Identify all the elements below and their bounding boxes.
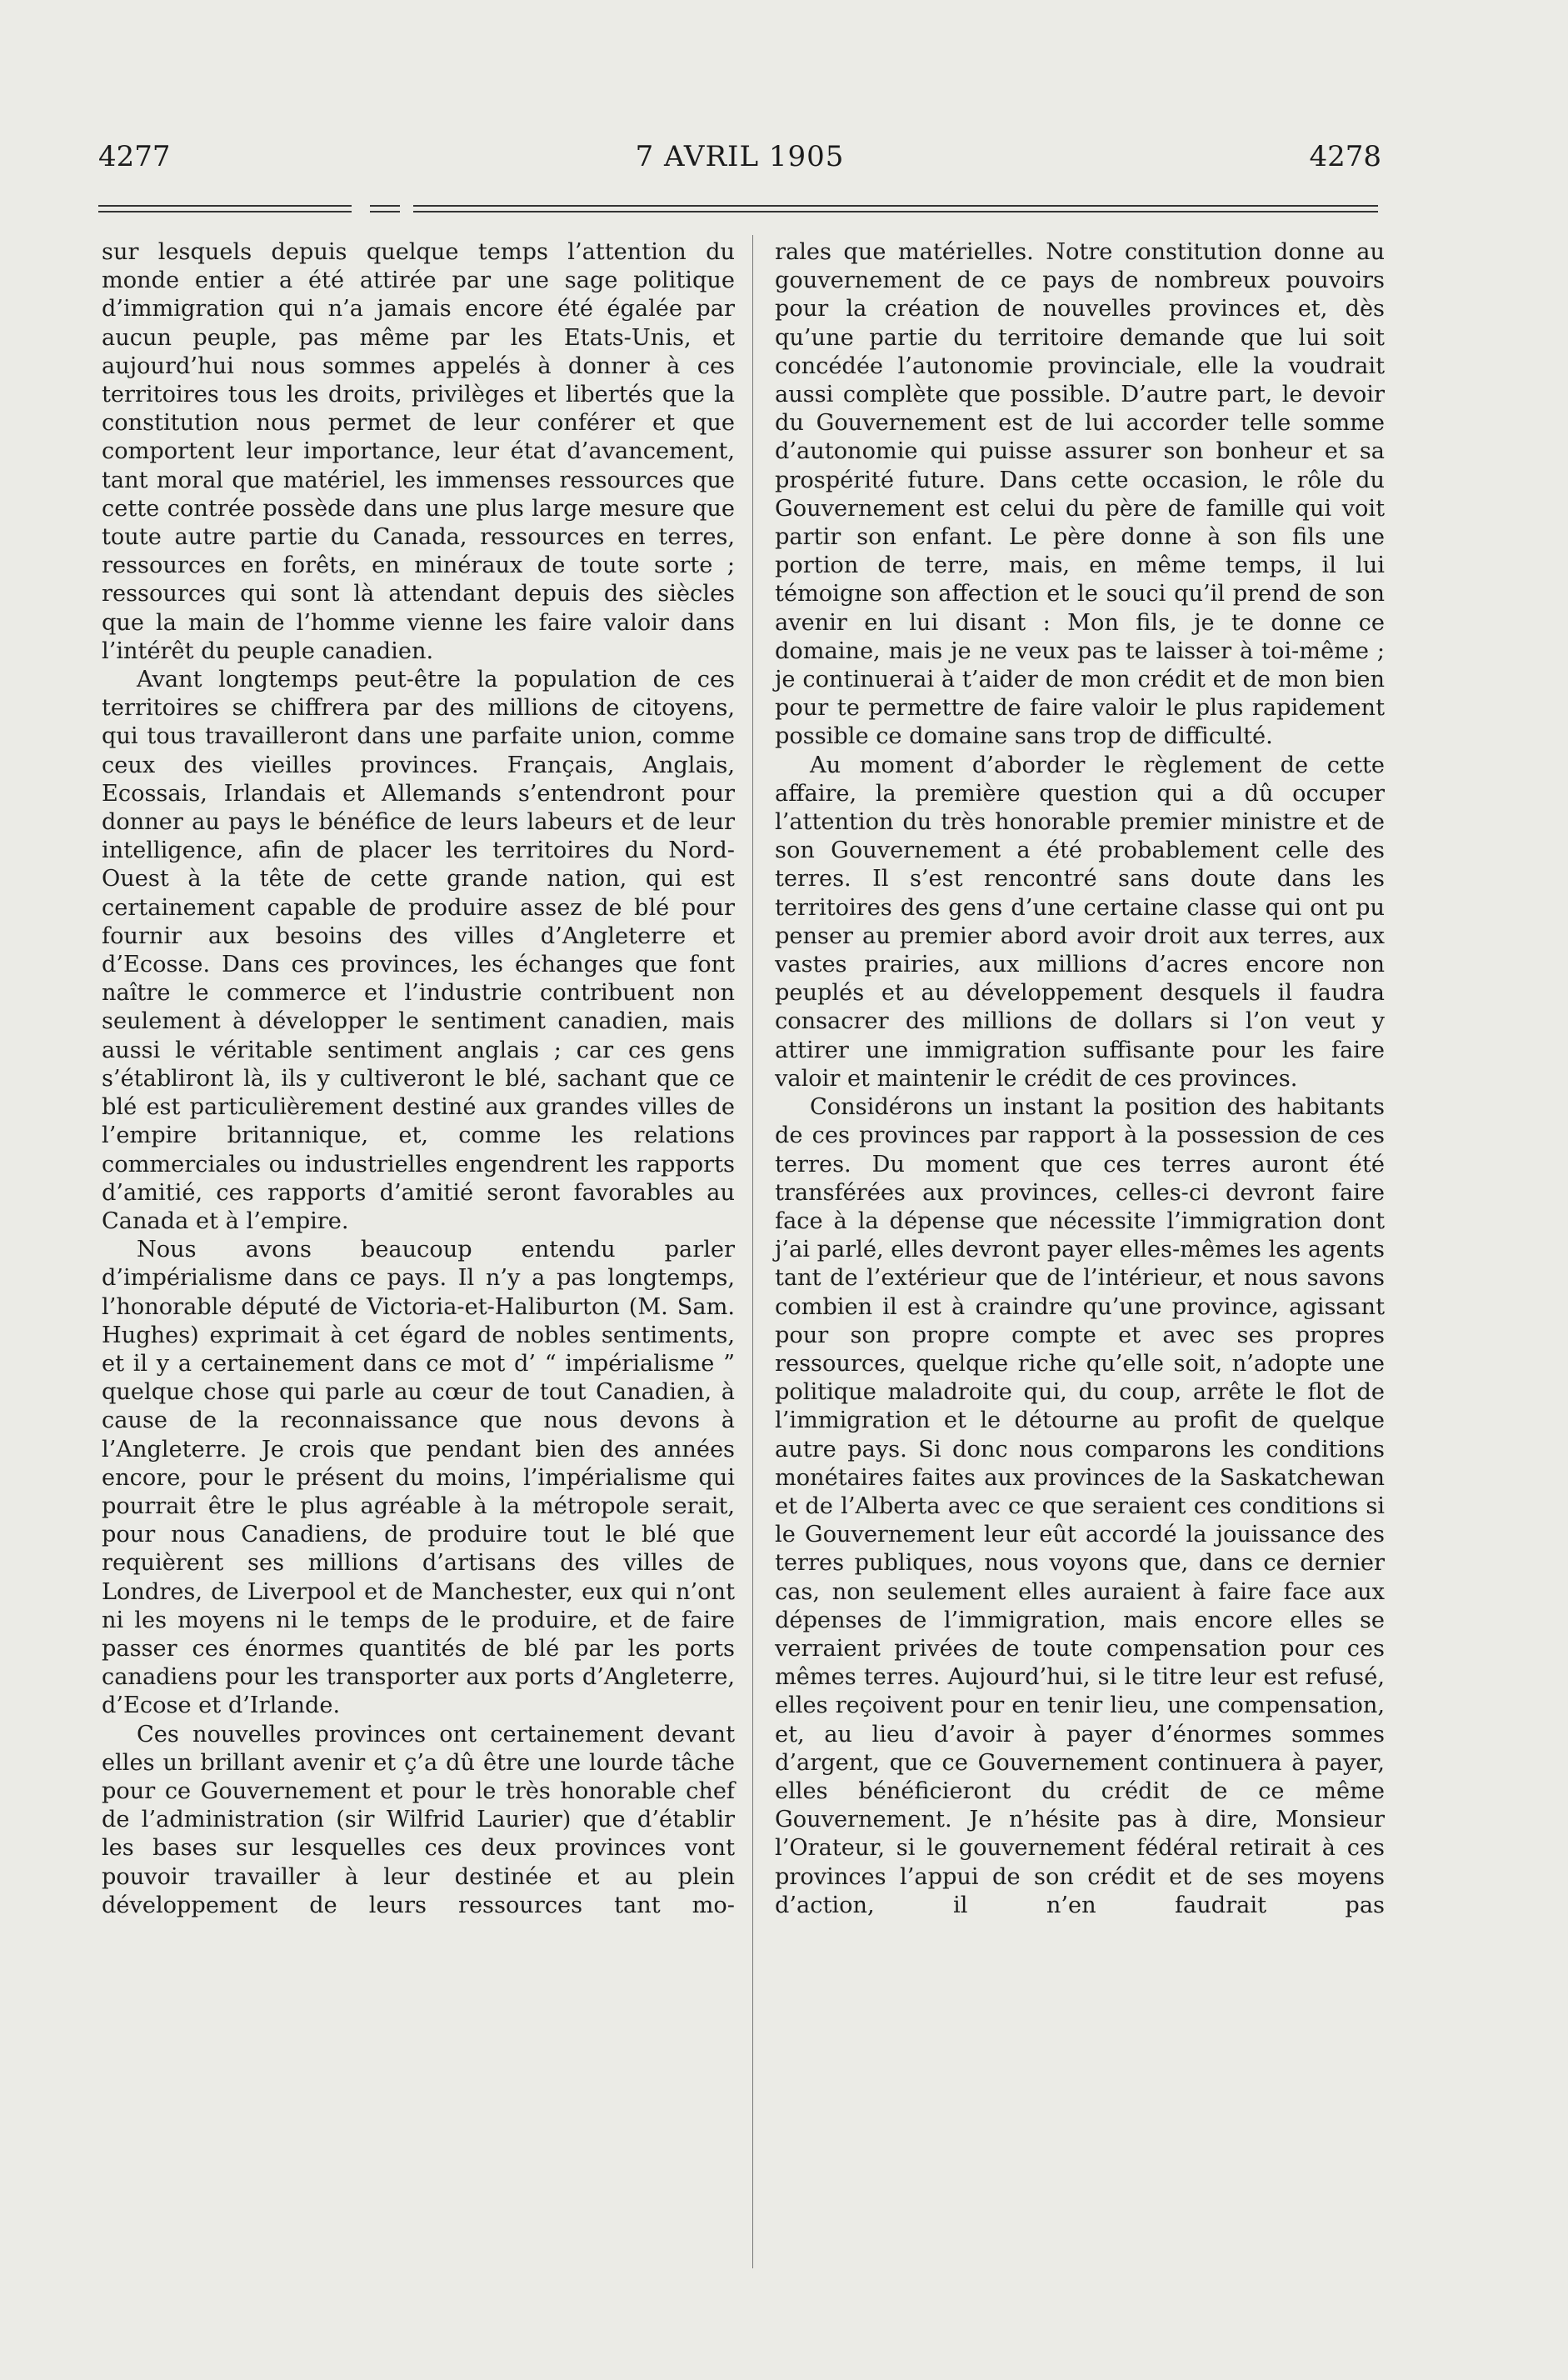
paragraph: Au moment d’aborder le règlement de cette affaire, la première question qui a dû occuper l’attention du très honorable premier ministre et de son Gouvernement a été probablement celle des terres. Il s’est rencontré sans doute dans les territoires des gens d’une certaine classe qui ont pu penser au premier abord avoir droit aux terres, aux vastes prairies, aux millions d’acres encore non peuplés et au développement desquels il faudra consacrer des millions de dollars si l’on veut y attirer une immigration suffisante pour les faire valoir et maintenir le crédit de ces provinces. xyxy=(775,752,1385,1092)
paragraph: Avant longtemps peut-être la population de ces territoires se chiffrera par des millions de citoyens, qui tous travailleront dans une parfaite union, comme ceux des vieilles provinces. Français, Anglais, Ecossais, Irlandais et Allemands s’entendront pour donner au pays le bénéfice de leurs labeurs et de leur intelligence, afin de placer les territoires du Nord-Ouest à la tête de cette grande nation, qui est certainement capable de produire assez de blé pour fournir aux besoins des villes d’Angleterre et d’Ecosse. Dans ces provinces, les échanges que font naître le commerce et l’industrie contribuent non seulement à développer le sentiment canadien, mais aussi le véritable sentiment anglais ; car ces gens s’établiront là, ils y cultiveront le blé, sachant que ce blé est particulièrement destiné aux grandes villes de l’empire britannique, et, comme les relations commerciales ou industrielles engendrent les rapports d’amitié, ces rapports d’amitié seront favorables au Canada et à l’empire. xyxy=(102,667,735,1234)
left-column xyxy=(102,238,735,1920)
header-rule-right xyxy=(413,205,1378,212)
header-rule-left xyxy=(98,205,352,212)
paragraph: Ces nouvelles provinces ont certainement devant elles un brillant avenir et ç’a dû être une lourde tâche pour ce Gouvernement et pour le très honorable chef de l’administration (sir Wilfrid Laurier) que d’établir les bases sur lesquelles ces deux provinces vont pouvoir travailler à leur destinée et au plein développement de leurs ressources tant mo- xyxy=(102,1721,735,1918)
page-number-left: 4277 xyxy=(98,140,171,173)
page-number-right: 4278 xyxy=(1309,140,1381,173)
header-rule-middle xyxy=(370,205,400,212)
paragraph: Considérons un instant la position des habitants de ces provinces par rapport à la possession de ces terres. Du moment que ces terres auront été transférées aux provinces, celles-ci devront faire face à la dépense que nécessite l’immigration dont j’ai parlé, elles devront payer elles-mêmes les agents tant de l’extérieur que de l’intérieur, et nous savons combien il est à craindre qu’une province, agissant pour son propre compte et avec ses propres ressources, quelque riche qu’elle soit, n’adopte une politique maladroite qui, du coup, arrête le flot de l’immigration et le détourne au profit de quelque autre pays. Si donc nous comparons les conditions monétaires faites aux provinces de la Saskatchewan et de l’Alberta avec ce que seraient ces conditions si le Gouvernement leur eût accordé la jouissance des terres publiques, nous voyons que, dans ce dernier cas, non seulement elles auraient à faire face aux dépenses de l’immigration, mais encore elles se verraient privées de toute compensation pour ces mêmes terres. Aujourd’hui, si le titre leur est refusé, elles reçoivent pour en tenir lieu, une compensation, et, au lieu d’avoir à payer d’énormes sommes d’argent, que ce Gouvernement continuera à payer, elles bénéficieront du crédit de ce même Gouvernement. Je n’hésite pas à dire, Monsieur l’Orateur, si le gouvernement fédéral retirait à ces provinces l’appui de son crédit et de ses moyens d’action, il n’en faudrait pas xyxy=(775,1094,1385,1918)
paragraph: Nous avons beaucoup entendu parler d’impérialisme dans ce pays. Il n’y a pas longtemps, l’honorable député de Victoria-et-Haliburton (M. Sam. Hughes) exprimait à cet égard de nobles sentiments, et il y a certainement dans ce mot d’ “ impérialisme ” quelque chose qui parle au cœur de tout Canadien, à cause de la reconnaissance que nous devons à l’Angleterre. Je crois que pendant bien des années encore, pour le présent du moins, l’impérialisme qui pourrait être le plus agréable à la métropole serait, pour nous Canadiens, de produire tout le blé que requièrent ses millions d’artisans des villes de Londres, de Liverpool et de Manchester, eux qui n’ont ni les moyens ni le temps de le produire, et de faire passer ces énormes quantités de blé par les ports canadiens pour les transporter aux ports d’Angleterre, d’Ecose et d’Irlande. xyxy=(102,1237,735,1719)
right-column xyxy=(775,238,1385,1920)
paragraph: sur lesquels depuis quelque temps l’attention du monde entier a été attirée par une sage politique d’immigration qui n’a jamais encore été égalée par aucun peuple, pas même par les Etats-Unis, et aujourd’hui nous sommes appelés à donner à ces territoires tous les droits, privilèges et libertés que la constitution nous permet de leur conférer et que comportent leur importance, leur état d’avancement, tant moral que matériel, les immenses ressources que cette contrée possède dans une plus large mesure que toute autre partie du Canada, ressources en terres, ressources en forêts, en minéraux de toute sorte ; ressources qui sont là attendant depuis des siècles que la main de l’homme vienne les faire valoir dans l’intérêt du peuple canadien. xyxy=(102,239,735,664)
page-header xyxy=(98,140,1381,190)
paragraph: rales que matérielles. Notre constitution donne au gouvernement de ce pays de nombreux pouvoirs pour la création de nouvelles provinces et, dès qu’une partie du territoire demande que lui soit concédée l’autonomie provinciale, elle la voudrait aussi complète que possible. D’autre part, le devoir du Gouvernement est de lui accorder telle somme d’autonomie qui puisse assurer son bonheur et sa prospérité future. Dans cette occasion, le rôle du Gouvernement est celui du père de famille qui voit partir son enfant. Le père donne à son fils une portion de terre, mais, en même temps, il lui témoigne son affection et le souci qu’il prend de son avenir en lui disant : Mon fils, je te donne ce domaine, mais je ne veux pas te laisser à toi-même ; je continuerai à t’aider de mon crédit et de mon bien pour te permettre de faire valoir le plus rapidement possible ce domaine sans trop de difficulté. xyxy=(775,239,1385,750)
page-date: 7 AVRIL 1905 xyxy=(635,140,845,173)
column-divider xyxy=(752,235,753,2268)
